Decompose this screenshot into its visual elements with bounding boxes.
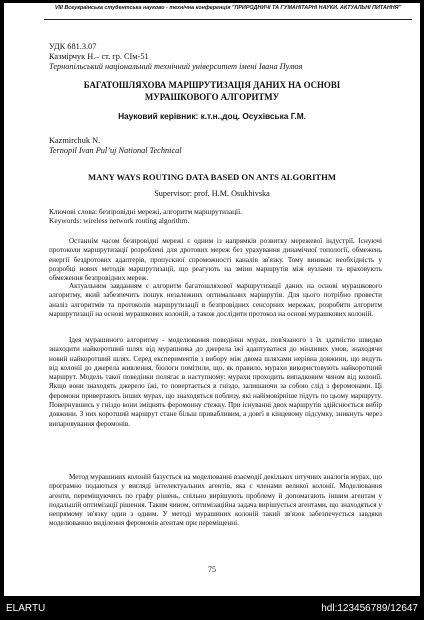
paragraph-1: Останнім часом безпровідні мережі є одним із напрямків розвитку мережевої індустрії. Існуючі протоколи маршрутизації розроблені для дротових мереж без урахування динамічної топології, обмежень енергії бездротових адаптерів, пропускної спроможності каналів зв'язку. Тому виникає необхідність у розробці нових методів маршрутизації, що реагують на зміни маршрутів між вузлами та враховують обмеження безпровідних мереж. bbox=[49, 237, 382, 283]
title-en: MANY WAYS ROUTING DATA BASED ON ANTS ALGORITHM bbox=[88, 172, 336, 182]
affiliation-en: Ternopil Ivan Pul’uj National Technical bbox=[49, 146, 182, 155]
handle-link[interactable]: hdl:123456789/12647 bbox=[321, 603, 418, 614]
title-ua-line2: МУРАШКОВОГО АЛГОРИТМУ bbox=[144, 91, 280, 102]
conference-header: VIII Всеукраїнська студентська науково - технічна конференція "ПРИРОДНИЧІ ТА ГУМАНІТАРНІ НАУКИ. АКТУАЛЬНІ ПИТАННЯ" bbox=[54, 5, 402, 11]
keywords-ua: Ключові слова: безпровідні мережі, алгоритм маршрутизації. bbox=[49, 207, 243, 216]
document-page bbox=[4, 3, 420, 596]
author-ua: Казмірчук Н.– ст. гр. СІм-51 bbox=[49, 52, 149, 61]
paragraph-4: Метод мурашиних колоній базується на моделюванні взаємодії декількох штучних аналогів мурах, що програмно подаються у вигляді інтелектуальних агентів, яка є членами великої колонії. Моделювання агенти, переміщуючись по графу рішень, спільно вирішують проблему й допомагають іншим агентам у подальшій оптимізації рішення. Таким чином, оптимізаційна задача вирішується агентами, що знаходяться у непрямому зв'язку один з одним. У методі мурашиних колоній такий зв'язок забезпечується завдяки моделюванню виділення феромонів агентам при переміщенні. bbox=[49, 473, 382, 528]
affiliation-ua: Тернопільський національний технічний університет імені Івана Пулюя bbox=[49, 62, 303, 71]
title-ua-line1: БАГАТОШЛЯХОВА МАРШРУТИЗАЦІЯ ДАНИХ НА ОСНОВІ bbox=[83, 80, 341, 90]
keywords-en: Keywords: wireless network routing algorithm. bbox=[49, 216, 190, 225]
page-number: 75 bbox=[208, 565, 216, 574]
paragraph-3: Ідея мурашиного алгоритму - моделювання поведінки мурах, пов'язаного з їх здатністю швидко знаходити найкоротший шлях від мурашника до джерела їжі адаптуватися до мінливих умов, знаходячи новий найкоротший шлях. Серед експериментів з вибору між двома шляхами нерівна довжини, що ведуть від колонії до джерела живлення, біологи помітили, що, як правило, мурахи використовують найкоротший маршрут. Модель такої поведінки полягає в наступному: мурахи проходить випадковим чином від колонії. Якщо вони знаходять джерело їжі, то повертається в гніздо, залишаючи за собою слід з феромонами. Ці феромони привертають інших мурах, що знаходяться поблизу, які найімовірніше підуть по цьому маршруту. Повернувшись у гніздо вони зміцнять феромонну стежку. При існуванні двох маршрутів здійснюється вибір довжини. З них коротший маршрут стане більш привабливим, а довгі в кінцевому підсумку, зникнуть через випаровування феромонів. bbox=[49, 336, 382, 428]
supervisor-en: Supervisor: prof. H.M. Osukhivska bbox=[154, 189, 270, 198]
header-rule bbox=[44, 19, 412, 20]
supervisor-ua: Науковий керівник: к.т.н.,доц. Осухівська Г.М. bbox=[118, 111, 306, 121]
author-en: Kazmirchuk N. bbox=[49, 136, 101, 145]
paragraph-2: Актуальним завданням є алгоритм багатошляхової маршрутизації даних на основі мурашкового алгоритму, який забезпечить пошук незалежних оптимальних маршрутів. Для цього потрібно провести аналіз алгоритмів та протоколів маршрутизації в безпровідних сенсорних мережах, розробити алгоритм маршрутизації на основі мурашкових колоній, а також дослідити протокол на основі мурашкових колоній. bbox=[49, 282, 382, 318]
repository-name: ELARTU bbox=[6, 603, 46, 614]
udc-code: УДК 681.3.07 bbox=[49, 42, 97, 51]
